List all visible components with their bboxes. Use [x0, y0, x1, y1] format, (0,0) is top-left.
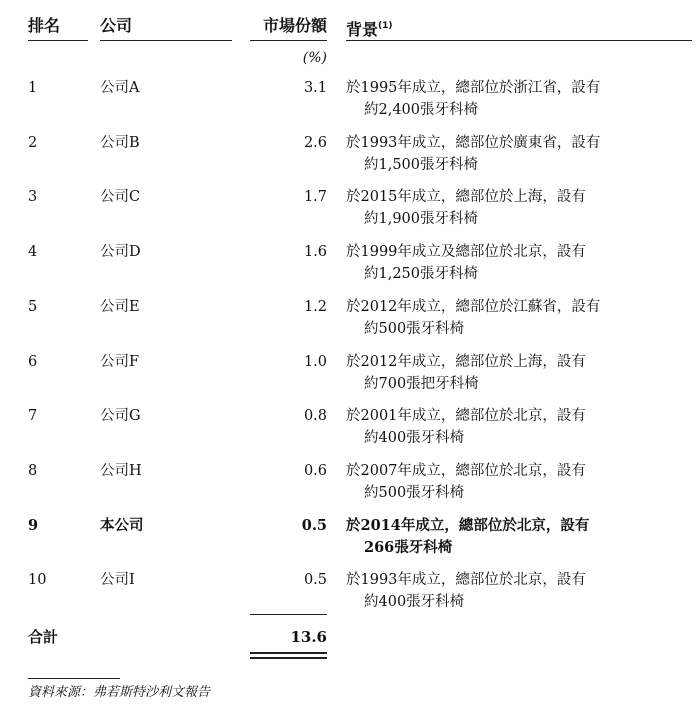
table-row	[0, 569, 700, 623]
header-market-share: 市場份額	[262, 16, 327, 35]
company-cell: 公司C	[100, 189, 141, 205]
rank-cell: 6	[28, 354, 38, 370]
share-cell: 0.5	[301, 517, 327, 534]
table-row	[0, 241, 700, 295]
background-line-1: 於1993年成立，總部位於廣東省，設有	[346, 135, 601, 151]
company-cell: 公司D	[100, 244, 141, 260]
share-cell: 1.2	[303, 299, 327, 315]
background-cell	[346, 351, 681, 395]
company-cell: 公司B	[100, 135, 140, 151]
share-unit: (%)	[302, 50, 327, 66]
background-cell	[346, 515, 681, 559]
rank-cell: 10	[28, 572, 47, 588]
background-line-2: 約500張牙科椅	[364, 485, 465, 501]
share-cell: 2.6	[303, 135, 327, 151]
header-underline-share	[250, 40, 327, 41]
rank-cell: 8	[28, 463, 38, 479]
rank-cell: 2	[28, 135, 38, 151]
share-cell: 1.6	[303, 244, 327, 260]
background-cell	[346, 77, 681, 121]
company-cell: 公司H	[100, 463, 142, 479]
header-underline-background	[346, 40, 692, 41]
source-rule	[28, 678, 120, 679]
rank-cell: 5	[28, 299, 38, 315]
footnote-marker: (1)	[378, 21, 393, 31]
company-cell: 公司A	[100, 80, 140, 96]
header-rank: 排名	[28, 16, 61, 35]
table-row	[0, 186, 700, 240]
background-cell	[346, 241, 681, 285]
total-label: 合計	[28, 628, 59, 646]
share-cell: 3.1	[303, 80, 327, 96]
header-underline-rank	[28, 40, 88, 41]
company-cell: 公司G	[100, 408, 141, 424]
background-line-1: 於2012年成立，總部位於江蘇省，設有	[346, 299, 601, 315]
background-line-1: 於2014年成立，總部位於北京，設有	[346, 517, 590, 534]
total-top-rule	[250, 614, 327, 615]
table-row	[0, 515, 700, 569]
table-row	[0, 77, 700, 131]
table-row	[0, 132, 700, 186]
rank-cell: 4	[28, 244, 38, 260]
total-value: 13.6	[290, 628, 327, 646]
table-row	[0, 296, 700, 350]
table-row	[0, 460, 700, 514]
background-line-2: 約400張牙科椅	[364, 594, 465, 610]
background-line-2: 約1,900張牙科椅	[364, 211, 479, 227]
background-line-2: 約2,400張牙科椅	[364, 102, 479, 118]
header-company: 公司	[100, 16, 133, 35]
header-background-label: 背景	[346, 20, 379, 39]
rank-cell: 1	[28, 80, 38, 96]
background-line-1: 於1993年成立，總部位於北京，設有	[346, 572, 586, 588]
share-cell: 1.0	[303, 354, 327, 370]
background-line-1: 於2012年成立，總部位於上海，設有	[346, 354, 586, 370]
background-cell	[346, 296, 681, 340]
background-line-2: 266張牙科椅	[364, 539, 453, 556]
share-cell: 1.7	[303, 189, 327, 205]
header-background	[346, 14, 393, 42]
company-cell: 公司F	[100, 354, 140, 370]
background-cell	[346, 569, 681, 613]
share-cell: 0.5	[303, 572, 327, 588]
background-cell	[346, 132, 681, 176]
background-cell	[346, 460, 681, 504]
rank-cell: 7	[28, 408, 38, 424]
background-line-2: 約1,500張牙科椅	[364, 157, 479, 173]
background-cell	[346, 405, 681, 449]
header-underline-company	[100, 40, 232, 41]
background-line-1: 於2001年成立，總部位於北京，設有	[346, 408, 586, 424]
table-row	[0, 405, 700, 459]
background-line-2: 約700張把牙科椅	[364, 376, 479, 392]
source-note: 資料來源：弗若斯特沙利文報告	[28, 685, 211, 700]
background-line-1: 於1999年成立及總部位於北京，設有	[346, 244, 586, 260]
background-line-2: 約1,250張牙科椅	[364, 266, 479, 282]
background-line-2: 約500張牙科椅	[364, 321, 465, 337]
total-double-rule-bottom	[250, 657, 327, 659]
background-line-1: 於1995年成立，總部位於浙江省，設有	[346, 80, 601, 96]
rank-cell: 9	[28, 517, 39, 534]
company-cell: 公司E	[100, 299, 140, 315]
share-cell: 0.8	[303, 408, 327, 424]
background-cell	[346, 186, 681, 230]
background-line-1: 於2007年成立，總部位於北京，設有	[346, 463, 586, 479]
background-line-2: 約400張牙科椅	[364, 430, 465, 446]
total-double-rule-top	[250, 652, 327, 654]
company-cell: 公司I	[100, 572, 135, 588]
share-cell: 0.6	[303, 463, 327, 479]
company-cell: 本公司	[100, 517, 144, 534]
background-line-1: 於2015年成立，總部位於上海，設有	[346, 189, 586, 205]
table-row	[0, 351, 700, 405]
rank-cell: 3	[28, 189, 38, 205]
